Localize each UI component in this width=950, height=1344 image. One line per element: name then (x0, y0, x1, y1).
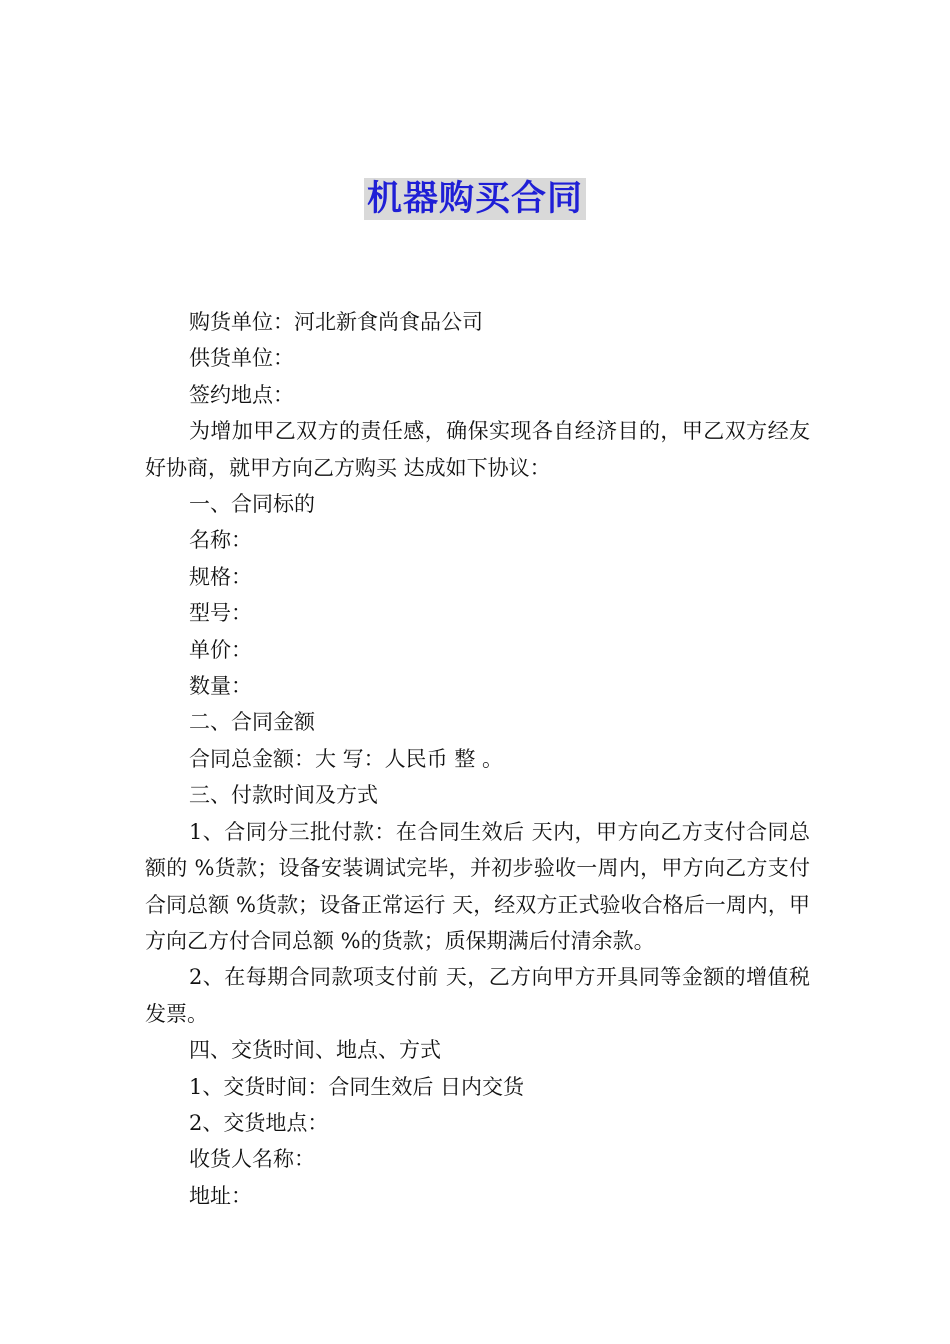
paragraph-payment-1: 1、合同分三批付款：在合同生效后 天内，甲方向乙方支付合同总额的 %货款；设备安装调试完毕，并初步验收一周内，甲方向乙方支付合同总额 %货款；设备正常运行 天，经双方正式验收合格后一周内，甲方向乙方付合同总额 %的货款；质保期满后付清余款。 (145, 819, 810, 953)
paragraph-delivery-place: 2、交货地点： (189, 1110, 329, 1135)
paragraph-buyer: 购货单位：河北新食尚食品公司 (189, 310, 483, 334)
title-block (0, 178, 950, 220)
heading-delivery: 四、交货时间、地点、方式 (189, 1038, 441, 1063)
field-spec: 规格： (189, 564, 252, 589)
field-model: 型号： (189, 601, 252, 626)
field-quantity: 数量： (189, 674, 252, 699)
heading-contract-amount: 二、合同金额 (189, 710, 315, 735)
document-body (145, 304, 810, 1214)
field-address: 地址： (189, 1183, 252, 1208)
paragraph-total-amount: 合同总金额：大 写：人民币 整 。 (189, 746, 504, 771)
heading-contract-subject: 一、合同标的 (189, 492, 315, 517)
paragraph-signing-place: 签约地点： (189, 382, 294, 407)
field-consignee-name: 收货人名称： (189, 1147, 315, 1172)
heading-payment: 三、付款时间及方式 (189, 783, 378, 808)
paragraph-supplier: 供货单位： (189, 346, 294, 371)
field-name: 名称： (189, 528, 252, 553)
paragraph-delivery-time: 1、交货时间：合同生效后 日内交货 (189, 1074, 525, 1099)
document-title: 机器购买合同 (364, 178, 586, 220)
paragraph-payment-2: 2、在每期合同款项支付前 天，乙方向甲方开具同等金额的增值税发票。 (145, 965, 810, 1026)
field-unit-price: 单价： (189, 637, 252, 662)
paragraph-preamble: 为增加甲乙双方的责任感，确保实现各自经济目的，甲乙双方经友好协商，就甲方向乙方购买 达成如下协议： (145, 419, 810, 480)
